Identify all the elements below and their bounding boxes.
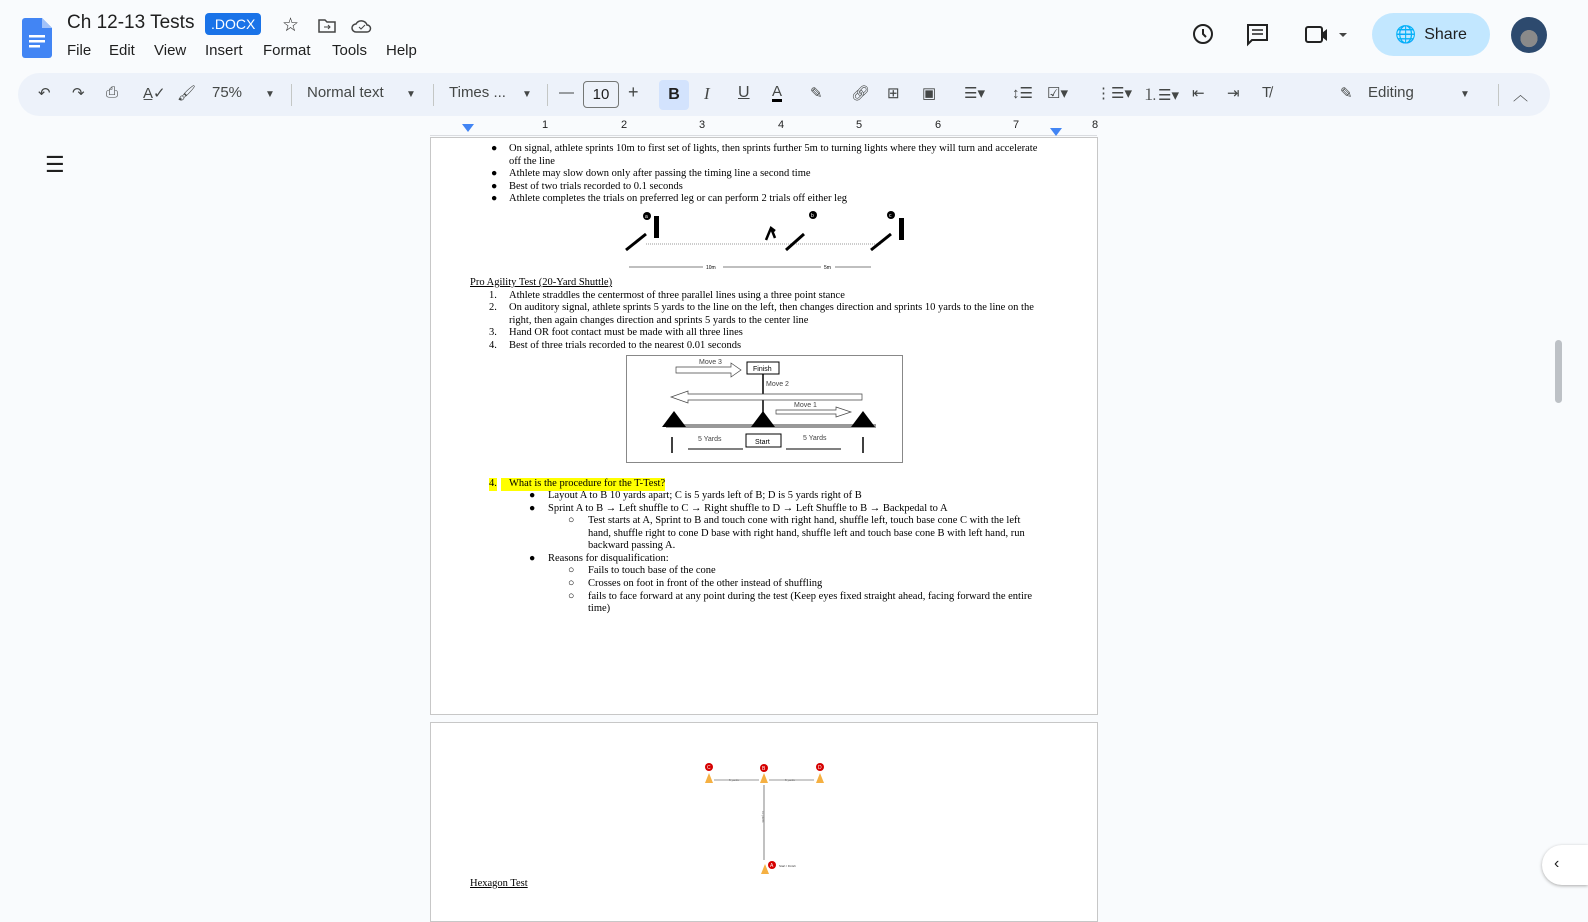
pencil-icon: ✎ [1340,85,1353,102]
ruler-tick: 4 [778,119,785,131]
menu-help[interactable]: Help [386,42,417,59]
sprint-test-figure [621,208,911,274]
svg-text:D: D [818,765,822,771]
editing-dropdown-icon[interactable]: ▼ [1460,89,1470,100]
document-outline-icon[interactable]: ☰ [45,152,65,177]
svg-text:10m: 10m [706,265,716,271]
section-heading: Pro Agility Test (20-Yard Shuttle) [470,277,613,288]
editing-mode-select[interactable]: Editing [1368,84,1414,101]
globe-icon: 🌐 [1395,24,1417,44]
ruler-tick: 7 [1013,119,1020,131]
font-select[interactable]: Times ... [449,84,506,101]
svg-text:5 yards: 5 yards [729,778,739,782]
svg-text:5m: 5m [824,265,831,271]
question-heading: What is the procedure for the T-Test? [501,478,665,491]
zoom-select[interactable]: 75% [212,84,243,101]
left-indent-marker[interactable] [462,124,474,132]
right-indent-marker[interactable] [1050,128,1062,136]
document-page[interactable]: ● On signal, athlete sprints 10m to first set of lights, then sprints further 5m to turning lights where they will turn and accelerate off the line ● Athlete may slow down only after passing the timing line a second time ● Best of two trials recorded to 0.1 seconds ● Athlete completes the trials on preferred leg or can perform 2 trials off either leg a b c 10m 5m Pro Agility Test (20-Yard Shuttle) 1. Athlete straddles the centermost of three parallel lines using a three point stance 2. On auditory signal, athlete sprints 5 yards to the line on the left, then changes direction and sprints 10 yards to the line on the right, then again changes direction and sprints 5 yards to the center line 3. Hand OR foot contact must be made with all three lines 4. Best of three trials recorded to the nearest 0.01 seconds Move 3 Finish Move 2 Move 1 Start 5 Yards 5 Yards 4. What is the procedure for the T-Test? ● Layout A to B 10 yards apart; C is 5 yards left of B; D is 5 yards right of B ● Sprint A to B → Left shuffle to C → Right shuffle to D → Left Shuffle to B → Backpedal to A ○ Test starts at A, Sprint to B and touch cone with right hand, shuffle left, touch base cone C with the left hand, shuffle right to cone D base with right hand, shuffle left and touch base cone B with left hand, run backward passing A. ● Reasons for disqualification: ○ Fails to touch base of the cone ○ Crosses on foot in front of the other instead of shuffling ○ fails to face forward at any point during the test (Keep eyes fixed straight ahead, facing forward the entire time) [430,137,1098,715]
list-item: Best of three trials recorded to the nearest 0.01 seconds [509,340,742,351]
menu-tools[interactable]: Tools [332,42,368,59]
svg-text:5 yards: 5 yards [785,778,795,782]
list-item: Sprint A to B → Left shuffle to C → Right shuffle to D → Left Shuffle to B → Backpedal to A [548,503,948,514]
list-item: On signal, athlete sprints 10m to first set of lights, then sprints further 5m to turning lights where they will turn and accelerate [509,143,1038,154]
highlight-icon[interactable]: ✎ [810,85,823,102]
comments-icon[interactable] [1246,23,1270,47]
section-heading: Hexagon Test [470,878,528,889]
svg-text:a: a [645,214,648,220]
divider [547,84,548,106]
clear-formatting-icon[interactable]: T̸ [1262,84,1272,101]
list-item: Athlete may slow down only after passing the timing line a second time [509,168,811,179]
italic-button[interactable]: I [704,84,710,103]
svg-text:5 Yards: 5 Yards [698,436,722,443]
docs-logo-icon[interactable] [22,18,52,58]
ruler-tick: 3 [699,119,706,131]
cloud-saved-icon[interactable] [351,18,373,33]
line-spacing-icon[interactable]: ↕☰ [1012,85,1033,102]
t-test-figure [701,761,831,876]
meet-icon[interactable] [1305,25,1349,45]
ruler-tick: 2 [621,119,628,131]
menu-insert[interactable]: Insert [205,42,243,59]
pro-agility-figure [626,355,903,463]
svg-text:b: b [811,213,814,219]
svg-text:10 yards: 10 yards [761,811,765,823]
redo-icon[interactable]: ↷ [72,85,85,102]
toolbar [18,73,1550,116]
list-item: Best of two trials recorded to 0.1 seconds [509,181,683,192]
ruler-tick: 1 [542,119,549,131]
bullet: ● [491,143,498,154]
font-dropdown-icon[interactable]: ▼ [522,89,532,100]
menu-edit[interactable]: Edit [109,42,135,59]
link-icon[interactable]: 🔗︎ [851,85,871,102]
list-item: Reasons for disqualification: [548,553,669,564]
svg-text:C: C [707,765,711,771]
text-color-icon[interactable]: A [772,83,783,100]
list-item: Crosses on foot in front of the other instead of shuffling [588,578,823,589]
style-select[interactable]: Normal text [307,84,384,101]
svg-text:5 Yards: 5 Yards [803,435,827,442]
divider [1498,84,1499,106]
side-panel-toggle[interactable]: ‹ [1542,845,1588,885]
svg-text:Start: Start [755,439,770,446]
increase-font-size-icon[interactable]: + [628,82,639,102]
numbered-list-icon[interactable]: ⒈☰▾ [1143,87,1179,104]
list-item: Fails to touch base of the cone [588,565,716,576]
menu-format[interactable]: Format [263,42,311,59]
collapse-menus-icon[interactable]: ︿ [1513,87,1529,104]
undo-icon[interactable]: ↶ [38,85,51,102]
svg-text:A: A [770,863,774,869]
list-item: Test starts at A, Sprint to B and touch cone with right hand, shuffle left, touch base cone C with the left [588,515,1021,526]
svg-text:B: B [762,766,766,772]
share-button[interactable] [1372,13,1490,56]
document-title[interactable]: Ch 12-13 Tests [67,12,195,33]
list-item: off the line [509,156,555,167]
svg-text:Start / Finish: Start / Finish [779,864,796,868]
ruler-tick: 5 [856,119,863,131]
menu-view[interactable]: View [154,42,187,59]
bold-button[interactable]: B [659,80,689,110]
bulleted-list-icon[interactable]: ⋮☰▾ [1096,85,1132,102]
list-item: fails to face forward at any point during the test (Keep eyes fixed straight ahead, facing forward the entire [588,591,1033,602]
increase-indent-icon[interactable]: ⇥ [1227,85,1240,102]
svg-text:Move 1: Move 1 [794,402,817,409]
insert-image-icon[interactable]: ▣ [922,85,937,102]
account-avatar[interactable] [1511,17,1547,53]
star-icon[interactable]: ☆ [282,15,300,36]
scrollbar-thumb[interactable] [1555,340,1562,403]
style-dropdown-icon[interactable]: ▼ [406,89,416,100]
decrease-indent-icon[interactable]: ⇤ [1192,85,1205,102]
list-item: right, then again changes direction and sprints 5 yards to the center line [509,315,809,326]
version-history-icon[interactable] [1191,22,1215,46]
align-icon[interactable]: ☰▾ [964,85,985,102]
spellcheck-icon[interactable]: A̲✓ [143,85,166,102]
zoom-dropdown-icon[interactable]: ▼ [265,89,275,100]
list-item: Athlete straddles the centermost of three parallel lines using a three point stance [509,290,845,301]
docx-badge: .DOCX [205,13,261,35]
list-item: Layout A to B 10 yards apart; C is 5 yards left of B; D is 5 yards right of B [548,490,862,501]
share-label: Share [1424,25,1467,43]
list-item: Hand OR foot contact must be made with all three lines [509,327,743,338]
font-size-input[interactable]: 10 [583,81,619,108]
underline-button[interactable]: U [738,84,750,101]
add-comment-icon[interactable]: ⊞ [887,85,900,102]
paint-format-icon[interactable]: 🖌 [177,85,197,102]
ruler-tick: 6 [935,119,942,131]
divider [291,84,292,106]
checklist-icon[interactable]: ☑▾ [1047,85,1068,102]
list-item: Athlete completes the trials on preferred leg or can perform 2 trials off either leg [509,193,848,204]
divider [433,84,434,106]
ruler[interactable] [430,120,1097,136]
svg-text:c: c [889,213,892,219]
move-folder-icon[interactable] [318,18,336,33]
decrease-font-size-icon[interactable]: — [559,84,574,101]
document-page[interactable] [430,722,1098,922]
menu-file[interactable]: File [67,42,92,59]
svg-text:Finish: Finish [753,366,772,373]
svg-text:Move 2: Move 2 [766,381,789,388]
print-icon[interactable]: ⎙ [106,84,119,101]
list-item: On auditory signal, athlete sprints 5 yards to the line on the left, then changes direction and sprints 10 yards to the line on the [509,302,1034,313]
svg-text:Move 3: Move 3 [699,359,722,366]
ruler-tick: 8 [1092,119,1099,131]
